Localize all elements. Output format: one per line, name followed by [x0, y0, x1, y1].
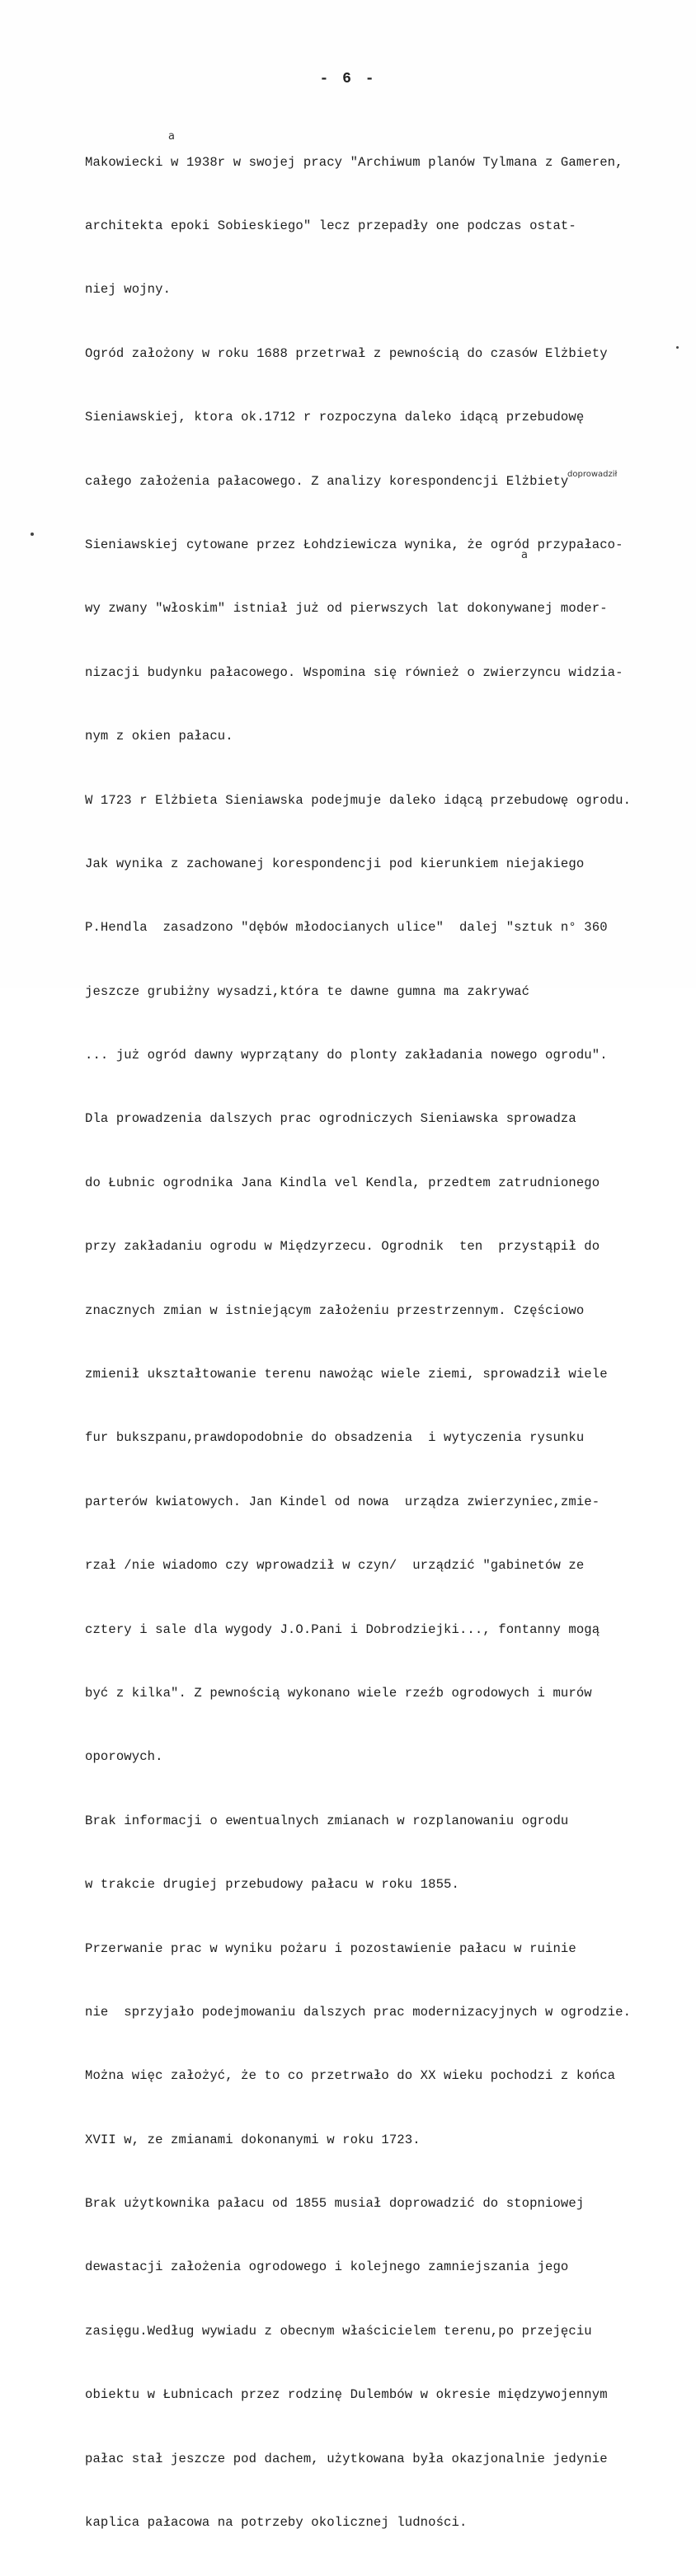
text-line: kaplica pałacowa na potrzeby okolicznej ludności.: [85, 2515, 468, 2531]
text-line: Sieniawskiej cytowane przez Łohdziewicza wynika, że ogród przypałaco-: [85, 537, 623, 552]
text-line: Makowiecki w 1938r w swojej pracy "Archiwum planów Tylmana z Gameren,: [85, 154, 623, 170]
text-line: rzał /nie wiadomo czy wprowadził w czyn/ urządzić "gabinetów ze: [85, 1558, 585, 1574]
text-line: nie sprzyjało podejmowaniu dalszych prac modernizacyjnych w ogrodzie.: [85, 2004, 632, 2020]
text-line: Jak wynika z zachowanej korespondencji pod kierunkiem niejakiego: [85, 856, 585, 871]
text-line: ... już ogród dawny wyprzątany do plonty zakładania nowego ogrodu".: [85, 1048, 608, 1063]
text-line: dewastacji założenia ogrodowego i kolejnego zamniejszania jego: [85, 2259, 569, 2275]
text-line: cztery i sale dla wygody J.O.Pani i Dobrodziejki..., fontanny mogą: [85, 1621, 600, 1637]
text-line: niej wojny.: [85, 282, 172, 298]
handwritten-correction: a: [168, 130, 175, 143]
handwritten-correction: a: [521, 549, 528, 561]
text-line: fur bukszpanu,prawdopodobnie do obsadzenia i wytyczenia rysunku: [85, 1430, 585, 1446]
text-line: zasięgu.Według wywiadu z obecnym właścicielem terenu,po przejęciu: [85, 2323, 592, 2339]
text-line: Sieniawskiej, ktora ok.1712 r rozpoczyna daleko idącą przebudowę: [85, 410, 585, 425]
text-line: całego założenia pałacowego. Z analizy korespondencji Elżbiety: [85, 473, 569, 489]
text-line: Ogród założony w roku 1688 przetrwał z pewnością do czasów Elżbiety: [85, 345, 608, 361]
text-line: jeszcze grubiżny wysadzi,która te dawne gumna ma zakrywać: [85, 983, 530, 999]
text-line: Brak informacji o ewentualnych zmianach w rozplanowaniu ogrodu: [85, 1813, 569, 1828]
punch-hole-mark: [676, 346, 679, 349]
punch-hole-mark: [31, 533, 34, 536]
typewritten-text: [85, 110, 691, 2576]
text-line: Dla prowadzenia dalszych prac ogrodniczych Sieniawska sprowadza: [85, 1111, 576, 1127]
text-line: być z kilka". Z pewnością wykonano wiele rzeźb ogrodowych i murów: [85, 1685, 592, 1701]
text-line: W 1723 r Elżbieta Sieniawska podejmuje daleko idącą przebudowę ogrodu.: [85, 792, 632, 808]
text-line: oporowych.: [85, 1749, 163, 1765]
text-line: nym z okien pałacu.: [85, 729, 233, 744]
text-line: pałac stał jeszcze pod dachem, użytkowana była okazjonalnie jedynie: [85, 2451, 608, 2466]
text-line: Brak użytkownika pałacu od 1855 musiał doprowadzić do stopniowej: [85, 2196, 585, 2212]
text-line: w trakcie drugiej przebudowy pałacu w roku 1855.: [85, 1877, 459, 1893]
text-line: architekta epoki Sobieskiego" lecz przepadły one podczas ostat-: [85, 218, 576, 233]
text-line: zmienił ukształtowanie terenu nawożąc wiele ziemi, sprowadził wiele: [85, 1367, 608, 1382]
text-line: do Łubnic ogrodnika Jana Kindla vel Kendla, przedtem zatrudnionego: [85, 1175, 600, 1190]
page-number: - 6 -: [319, 71, 377, 87]
handwritten-margin-note: doprowadził: [567, 470, 618, 479]
text-line: parterów kwiatowych. Jan Kindel od nowa urządza zwierzyniec,zmie-: [85, 1494, 600, 1509]
text-line: P.Hendla zasadzono "dębów młodocianych ulice" dalej "sztuk n° 360: [85, 920, 608, 936]
text-line: przy zakładaniu ogrodu w Międzyrzecu. Ogrodnik ten przystąpił do: [85, 1239, 600, 1255]
text-line: XVII w, ze zmianami dokonanymi w roku 1723.: [85, 2132, 421, 2147]
text-line: nizacji budynku pałacowego. Wspomina się również o zwierzyncu widzia-: [85, 664, 623, 680]
text-line: obiektu w Łubnicach przez rodzinę Dulembów w okresie międzywojennym: [85, 2387, 608, 2403]
text-line: znacznych zmian w istniejącym założeniu przestrzennym. Częściowo: [85, 1302, 585, 1318]
text-line: wy zwany "włoskim" istniał już od pierwszych lat dokonywanej moder-: [85, 601, 608, 617]
text-line: Można więc założyć, że to co przetrwało do XX wieku pochodzi z końca: [85, 2068, 616, 2084]
text-line: Przerwanie prac w wyniku pożaru i pozostawienie pałacu w ruinie: [85, 1940, 576, 1956]
